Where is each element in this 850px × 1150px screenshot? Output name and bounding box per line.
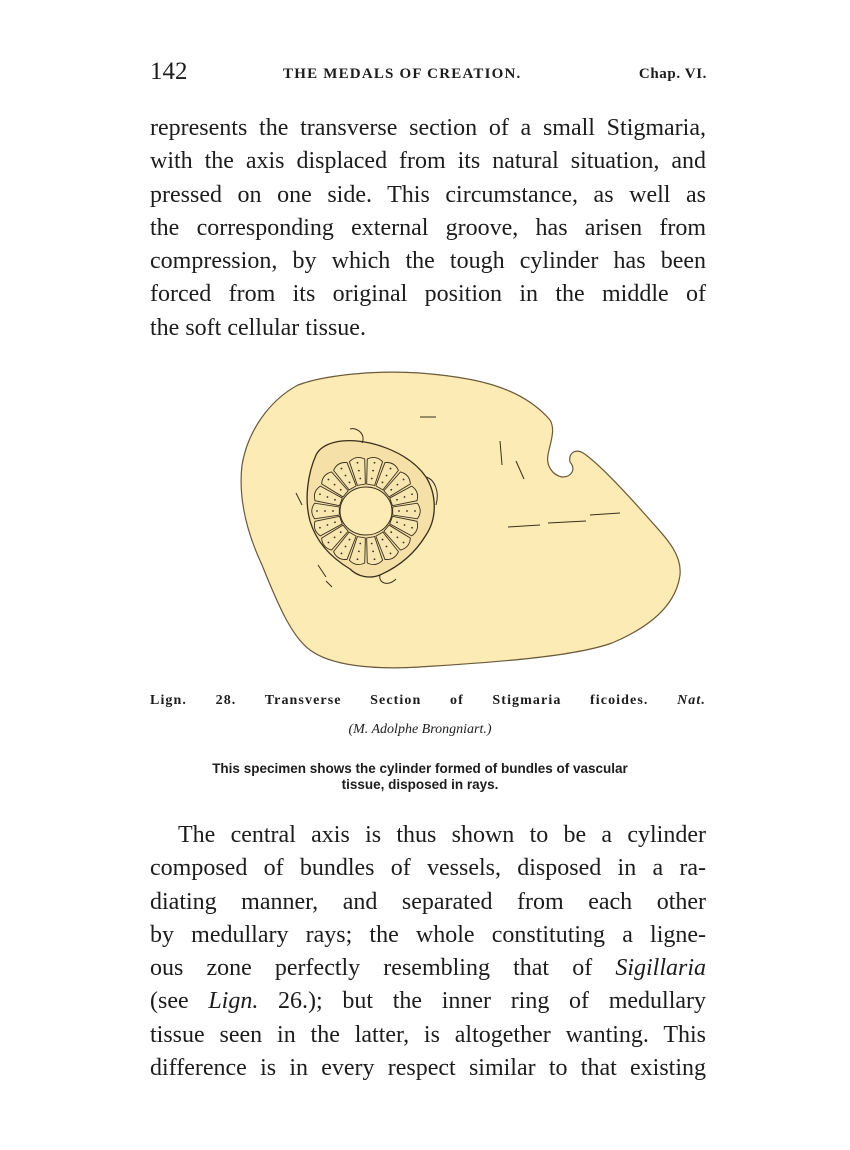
vessel-dot — [403, 542, 405, 544]
vessel-dot — [411, 493, 413, 495]
text-line: difference is in every respect similar to that existing — [150, 1055, 706, 1082]
vessel-dot — [386, 546, 388, 548]
vessel-dot — [332, 510, 334, 512]
text-line: tissue seen in the latter, is altogether wanting. This — [150, 1021, 706, 1048]
vessel-dot — [341, 468, 343, 470]
vessel-dot — [374, 462, 376, 464]
vessel-dot — [406, 510, 408, 512]
vessel-dot — [340, 531, 342, 533]
vessel-dot — [382, 482, 384, 484]
vessel-dot — [390, 531, 392, 533]
text-line: with the axis displaced from its natural situation, and — [150, 148, 706, 175]
text-line: the soft cellular tissue. — [150, 314, 366, 341]
vessel-dot — [316, 510, 318, 512]
vessel-dot — [397, 484, 399, 486]
paragraph-2 — [150, 819, 706, 1085]
page-header — [150, 58, 710, 92]
vessel-dot — [334, 484, 336, 486]
vessel-dot — [324, 510, 326, 512]
vessel-dot — [357, 558, 359, 560]
text-line: pressed on one side. This circumstance, as well as — [150, 181, 706, 208]
vessel-dot — [411, 527, 413, 529]
vessel-dot — [397, 536, 399, 538]
vessel-dot — [358, 470, 360, 472]
vessel-dot — [334, 536, 336, 538]
vessel-dot — [328, 479, 330, 481]
vessel-dot — [404, 496, 406, 498]
vessel-dot — [327, 496, 329, 498]
vessel-dot — [345, 546, 347, 548]
vessel-dot — [390, 489, 392, 491]
vessel-dot — [358, 550, 360, 552]
text-line: The central axis is thus shown to be a cylinder — [178, 822, 706, 848]
vessel-dot — [371, 478, 373, 480]
italic-term: Lign. — [208, 988, 259, 1015]
vessel-dot — [357, 462, 359, 464]
vessel-dot — [404, 524, 406, 526]
text-line — [150, 985, 706, 1018]
text-line — [150, 952, 706, 985]
figure-caption-title — [150, 693, 706, 709]
text-line: represents the transverse section of a small Stigmaria, — [150, 115, 706, 141]
stigmaria-illustration — [230, 365, 690, 670]
figure-description-line: tissue, disposed in rays. — [341, 777, 499, 792]
vessel-dot — [390, 468, 392, 470]
vessel-dot — [390, 553, 392, 555]
vessel-dot — [372, 470, 374, 472]
paragraph-1 — [150, 112, 706, 345]
vessel-dot — [414, 510, 416, 512]
medulla-center — [340, 487, 392, 535]
text-line: forced from its original position in the middle of — [150, 281, 706, 308]
vessel-dot — [374, 558, 376, 560]
vessel-dot — [359, 543, 361, 545]
specimen-outline — [241, 372, 680, 668]
page-number: 142 — [150, 58, 188, 85]
vessel-dot — [359, 478, 361, 480]
figure-credit: (M. Adolphe Brongniart.) — [348, 722, 492, 737]
vessel-dot — [386, 475, 388, 477]
vessel-dot — [319, 493, 321, 495]
vessel-dot — [403, 479, 405, 481]
figure-title: Transverse Section of Stigmaria ficoides. — [264, 693, 649, 708]
vessel-dot — [372, 550, 374, 552]
vessel-dot — [396, 521, 398, 523]
text-line: by medullary rays; the whole constituting a ligne- — [150, 921, 706, 948]
vessel-dot — [371, 543, 373, 545]
chapter-label: Chap. VI. — [638, 66, 707, 82]
text-run: ous zone perfectly resembling that of — [150, 955, 616, 982]
italic-term: Sigillaria — [615, 955, 706, 982]
text-line: composed of bundles of vessels, disposed in a ra- — [150, 855, 706, 882]
text-run: (see — [150, 988, 209, 1015]
vessel-dot — [349, 539, 351, 541]
figure-description-line: This specimen shows the cylinder formed of bundles of vascular — [212, 761, 628, 776]
vessel-dot — [341, 553, 343, 555]
vessel-dot — [345, 475, 347, 477]
vessel-dot — [398, 510, 400, 512]
text-run: 26.); but the inner ring of medullary — [258, 988, 707, 1015]
vessel-dot — [382, 539, 384, 541]
figure-label: Lign. 28. — [150, 693, 237, 708]
vessel-dot — [328, 542, 330, 544]
vessel-dot — [327, 524, 329, 526]
vessel-dot — [334, 521, 336, 523]
running-title: THE MEDALS OF CREATION. — [283, 66, 522, 82]
figure-title-suffix: Nat. — [677, 693, 706, 708]
figure-description — [150, 761, 690, 793]
text-line: compression, by which the tough cylinder has been — [150, 248, 706, 275]
vessel-dot — [319, 527, 321, 529]
vessel-dot — [334, 499, 336, 501]
vessel-dot — [349, 482, 351, 484]
vessel-dot — [396, 499, 398, 501]
vessel-dot — [340, 489, 342, 491]
text-line: the corresponding external groove, has arisen from — [150, 214, 706, 241]
text-line: diating manner, and separated from each other — [150, 888, 706, 915]
